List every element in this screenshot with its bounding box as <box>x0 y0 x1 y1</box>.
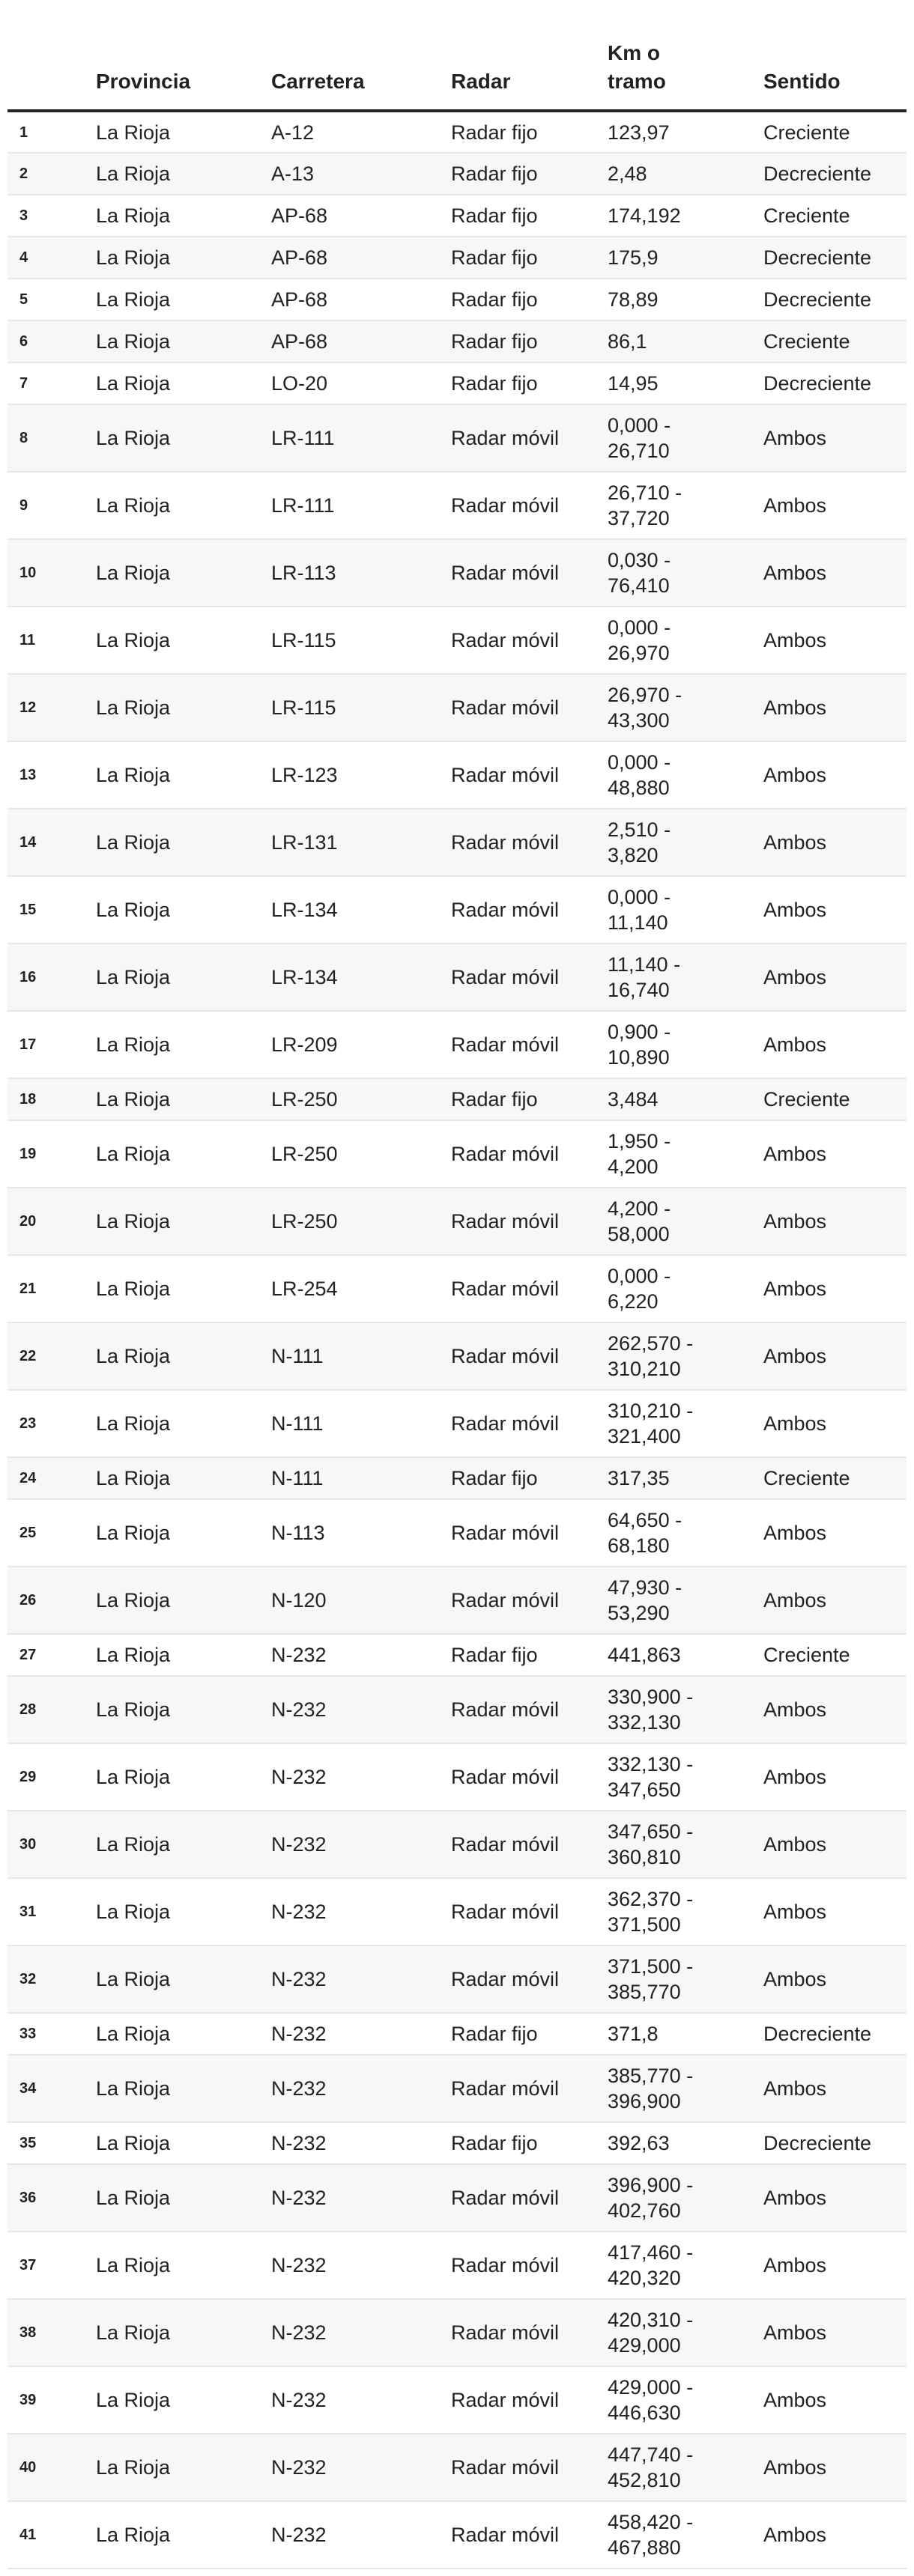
row-number: 10 <box>7 539 88 607</box>
cell-carretera: N-232 <box>264 2122 444 2164</box>
cell-radar: Radar fijo <box>444 111 600 153</box>
cell-provincia: La Rioja <box>88 2366 264 2434</box>
cell-carretera: AP-68 <box>264 195 444 237</box>
cell-provincia: La Rioja <box>88 1945 264 2013</box>
table-row <box>7 2013 907 2055</box>
cell-sentido: Ambos <box>756 809 907 876</box>
cell-carretera: N-120 <box>264 1567 444 1634</box>
cell-provincia: La Rioja <box>88 741 264 809</box>
cell-carretera: N-232 <box>264 1945 444 2013</box>
row-number: 26 <box>7 1567 88 1634</box>
cell-sentido: Ambos <box>756 1743 907 1811</box>
cell-radar: Radar fijo <box>444 237 600 279</box>
row-number: 24 <box>7 1457 88 1499</box>
cell-radar: Radar móvil <box>444 1322 600 1390</box>
row-number: 34 <box>7 2055 88 2122</box>
row-number: 2 <box>7 153 88 195</box>
cell-radar: Radar fijo <box>444 362 600 404</box>
cell-km: 2,510 - 3,820 <box>600 809 756 876</box>
cell-carretera: N-232 <box>264 2434 444 2501</box>
row-number: 21 <box>7 1255 88 1322</box>
cell-provincia: La Rioja <box>88 1567 264 1634</box>
cell-carretera: LR-254 <box>264 1255 444 1322</box>
cell-carretera: N-232 <box>264 1634 444 1676</box>
cell-carretera: N-232 <box>264 2055 444 2122</box>
cell-sentido: Ambos <box>756 1188 907 1255</box>
cell-sentido: Ambos <box>756 1255 907 1322</box>
cell-carretera: LR-131 <box>264 809 444 876</box>
cell-carretera: LR-113 <box>264 539 444 607</box>
cell-carretera: LR-134 <box>264 876 444 944</box>
cell-provincia: La Rioja <box>88 1011 264 1078</box>
table-row <box>7 279 907 321</box>
cell-sentido: Ambos <box>756 2501 907 2569</box>
table-row <box>7 2122 907 2164</box>
cell-carretera: AP-68 <box>264 279 444 321</box>
cell-km: 317,35 <box>600 1457 756 1499</box>
cell-radar: Radar móvil <box>444 741 600 809</box>
table-row <box>7 2501 907 2569</box>
cell-sentido: Creciente <box>756 1634 907 1676</box>
cell-carretera: LR-250 <box>264 1120 444 1188</box>
cell-carretera: AP-68 <box>264 237 444 279</box>
table-row <box>7 1322 907 1390</box>
cell-sentido: Ambos <box>756 539 907 607</box>
cell-sentido: Decreciente <box>756 2122 907 2164</box>
cell-radar: Radar móvil <box>444 809 600 876</box>
cell-carretera: N-232 <box>264 2232 444 2299</box>
cell-sentido: Ambos <box>756 1676 907 1743</box>
cell-radar: Radar móvil <box>444 404 600 472</box>
table-row <box>7 1945 907 2013</box>
cell-km: 0,000 - 11,140 <box>600 876 756 944</box>
table-row <box>7 404 907 472</box>
cell-sentido: Ambos <box>756 2299 907 2366</box>
cell-carretera: LR-250 <box>264 1078 444 1120</box>
cell-carretera: AP-68 <box>264 321 444 362</box>
cell-radar: Radar móvil <box>444 1567 600 1634</box>
cell-provincia: La Rioja <box>88 1743 264 1811</box>
cell-km: 0,000 - 26,710 <box>600 404 756 472</box>
radar-table-container <box>7 0 907 2569</box>
cell-sentido: Decreciente <box>756 279 907 321</box>
row-number: 39 <box>7 2366 88 2434</box>
cell-km: 396,900 - 402,760 <box>600 2164 756 2232</box>
row-number: 35 <box>7 2122 88 2164</box>
row-number: 1 <box>7 111 88 153</box>
cell-radar: Radar fijo <box>444 1078 600 1120</box>
cell-radar: Radar móvil <box>444 1676 600 1743</box>
row-number: 12 <box>7 674 88 741</box>
cell-km: 26,710 - 37,720 <box>600 472 756 539</box>
cell-km: 347,650 - 360,810 <box>600 1811 756 1878</box>
table-row <box>7 1743 907 1811</box>
row-number: 16 <box>7 944 88 1011</box>
cell-provincia: La Rioja <box>88 1322 264 1390</box>
cell-radar: Radar móvil <box>444 2232 600 2299</box>
cell-radar: Radar móvil <box>444 1120 600 1188</box>
cell-km: 175,9 <box>600 237 756 279</box>
cell-sentido: Ambos <box>756 2232 907 2299</box>
cell-sentido: Ambos <box>756 1567 907 1634</box>
row-number: 19 <box>7 1120 88 1188</box>
table-row <box>7 2434 907 2501</box>
cell-sentido: Ambos <box>756 1390 907 1457</box>
cell-sentido: Creciente <box>756 195 907 237</box>
row-number: 8 <box>7 404 88 472</box>
table-row <box>7 1811 907 1878</box>
cell-provincia: La Rioja <box>88 2164 264 2232</box>
table-body <box>7 111 907 2569</box>
radar-table <box>7 0 907 2569</box>
cell-provincia: La Rioja <box>88 1634 264 1676</box>
cell-provincia: La Rioja <box>88 1499 264 1567</box>
table-row <box>7 1567 907 1634</box>
cell-provincia: La Rioja <box>88 1255 264 1322</box>
row-number: 15 <box>7 876 88 944</box>
cell-carretera: LO-20 <box>264 362 444 404</box>
cell-km: 429,000 - 446,630 <box>600 2366 756 2434</box>
cell-sentido: Ambos <box>756 674 907 741</box>
cell-carretera: A-13 <box>264 153 444 195</box>
cell-provincia: La Rioja <box>88 362 264 404</box>
cell-radar: Radar móvil <box>444 944 600 1011</box>
cell-radar: Radar fijo <box>444 195 600 237</box>
row-number: 41 <box>7 2501 88 2569</box>
row-number: 18 <box>7 1078 88 1120</box>
cell-km: 86,1 <box>600 321 756 362</box>
cell-provincia: La Rioja <box>88 809 264 876</box>
row-number: 27 <box>7 1634 88 1676</box>
cell-km: 0,030 - 76,410 <box>600 539 756 607</box>
cell-radar: Radar fijo <box>444 1457 600 1499</box>
cell-radar: Radar fijo <box>444 321 600 362</box>
cell-provincia: La Rioja <box>88 1078 264 1120</box>
cell-km: 310,210 - 321,400 <box>600 1390 756 1457</box>
cell-km: 47,930 - 53,290 <box>600 1567 756 1634</box>
table-row <box>7 1255 907 1322</box>
cell-carretera: LR-209 <box>264 1011 444 1078</box>
row-number: 17 <box>7 1011 88 1078</box>
table-row <box>7 1011 907 1078</box>
cell-sentido: Creciente <box>756 1078 907 1120</box>
cell-km: 417,460 - 420,320 <box>600 2232 756 2299</box>
row-number: 30 <box>7 1811 88 1878</box>
cell-sentido: Ambos <box>756 472 907 539</box>
cell-provincia: La Rioja <box>88 539 264 607</box>
cell-provincia: La Rioja <box>88 2122 264 2164</box>
cell-km: 371,500 - 385,770 <box>600 1945 756 2013</box>
cell-sentido: Ambos <box>756 1011 907 1078</box>
cell-radar: Radar móvil <box>444 1811 600 1878</box>
table-row <box>7 1078 907 1120</box>
cell-provincia: La Rioja <box>88 195 264 237</box>
cell-radar: Radar móvil <box>444 1390 600 1457</box>
row-number: 40 <box>7 2434 88 2501</box>
table-row <box>7 321 907 362</box>
cell-km: 64,650 - 68,180 <box>600 1499 756 1567</box>
cell-sentido: Ambos <box>756 1811 907 1878</box>
cell-km: 420,310 - 429,000 <box>600 2299 756 2366</box>
cell-carretera: N-232 <box>264 1743 444 1811</box>
cell-km: 441,863 <box>600 1634 756 1676</box>
cell-sentido: Decreciente <box>756 153 907 195</box>
cell-radar: Radar móvil <box>444 1743 600 1811</box>
table-row <box>7 1499 907 1567</box>
table-row <box>7 1634 907 1676</box>
cell-carretera: N-111 <box>264 1322 444 1390</box>
table-row <box>7 876 907 944</box>
cell-radar: Radar móvil <box>444 607 600 674</box>
cell-radar: Radar fijo <box>444 2013 600 2055</box>
cell-radar: Radar móvil <box>444 674 600 741</box>
cell-sentido: Ambos <box>756 1322 907 1390</box>
cell-carretera: LR-115 <box>264 674 444 741</box>
row-number: 31 <box>7 1878 88 1945</box>
cell-sentido: Ambos <box>756 741 907 809</box>
cell-provincia: La Rioja <box>88 472 264 539</box>
cell-provincia: La Rioja <box>88 321 264 362</box>
cell-provincia: La Rioja <box>88 2434 264 2501</box>
cell-radar: Radar móvil <box>444 472 600 539</box>
row-number: 25 <box>7 1499 88 1567</box>
cell-km: 2,48 <box>600 153 756 195</box>
table-row <box>7 195 907 237</box>
cell-km: 174,192 <box>600 195 756 237</box>
cell-provincia: La Rioja <box>88 1188 264 1255</box>
cell-carretera: LR-250 <box>264 1188 444 1255</box>
cell-radar: Radar móvil <box>444 1945 600 2013</box>
cell-carretera: N-111 <box>264 1457 444 1499</box>
cell-sentido: Ambos <box>756 1945 907 2013</box>
table-row <box>7 944 907 1011</box>
row-number: 14 <box>7 809 88 876</box>
cell-radar: Radar móvil <box>444 2299 600 2366</box>
cell-provincia: La Rioja <box>88 2232 264 2299</box>
table-row <box>7 674 907 741</box>
row-number: 37 <box>7 2232 88 2299</box>
header-row <box>7 0 907 111</box>
row-number: 11 <box>7 607 88 674</box>
cell-carretera: LR-123 <box>264 741 444 809</box>
cell-radar: Radar móvil <box>444 1188 600 1255</box>
cell-radar: Radar móvil <box>444 539 600 607</box>
cell-radar: Radar móvil <box>444 1011 600 1078</box>
cell-km: 458,420 - 467,880 <box>600 2501 756 2569</box>
cell-carretera: N-232 <box>264 2366 444 2434</box>
cell-radar: Radar móvil <box>444 1499 600 1567</box>
cell-carretera: N-111 <box>264 1390 444 1457</box>
row-number: 23 <box>7 1390 88 1457</box>
row-number: 13 <box>7 741 88 809</box>
header-carretera[interactable]: Carretera <box>264 0 444 111</box>
cell-km: 0,000 - 48,880 <box>600 741 756 809</box>
cell-km: 11,140 - 16,740 <box>600 944 756 1011</box>
cell-carretera: LR-111 <box>264 472 444 539</box>
table-row <box>7 1188 907 1255</box>
table-row <box>7 1457 907 1499</box>
cell-sentido: Creciente <box>756 1457 907 1499</box>
row-number: 5 <box>7 279 88 321</box>
cell-km: 332,130 - 347,650 <box>600 1743 756 1811</box>
cell-carretera: N-113 <box>264 1499 444 1567</box>
table-row <box>7 2299 907 2366</box>
cell-radar: Radar fijo <box>444 153 600 195</box>
table-header <box>7 0 907 111</box>
cell-provincia: La Rioja <box>88 1676 264 1743</box>
table-row <box>7 1676 907 1743</box>
table-row <box>7 362 907 404</box>
row-number: 33 <box>7 2013 88 2055</box>
cell-carretera: LR-111 <box>264 404 444 472</box>
cell-km: 447,740 - 452,810 <box>600 2434 756 2501</box>
cell-sentido: Ambos <box>756 607 907 674</box>
table-row <box>7 1878 907 1945</box>
cell-km: 392,63 <box>600 2122 756 2164</box>
cell-sentido: Ambos <box>756 2366 907 2434</box>
header-radar[interactable]: Radar <box>444 0 600 111</box>
row-number: 6 <box>7 321 88 362</box>
row-number: 7 <box>7 362 88 404</box>
cell-radar: Radar móvil <box>444 2164 600 2232</box>
cell-provincia: La Rioja <box>88 404 264 472</box>
cell-provincia: La Rioja <box>88 1390 264 1457</box>
cell-provincia: La Rioja <box>88 2055 264 2122</box>
row-number: 38 <box>7 2299 88 2366</box>
cell-km: 26,970 - 43,300 <box>600 674 756 741</box>
cell-radar: Radar móvil <box>444 2501 600 2569</box>
cell-km: 1,950 - 4,200 <box>600 1120 756 1188</box>
row-number: 4 <box>7 237 88 279</box>
row-number: 20 <box>7 1188 88 1255</box>
table-row <box>7 809 907 876</box>
cell-carretera: N-232 <box>264 2013 444 2055</box>
cell-km: 4,200 - 58,000 <box>600 1188 756 1255</box>
table-row <box>7 2055 907 2122</box>
cell-sentido: Ambos <box>756 1499 907 1567</box>
cell-provincia: La Rioja <box>88 1457 264 1499</box>
table-row <box>7 1390 907 1457</box>
cell-sentido: Ambos <box>756 2055 907 2122</box>
cell-km: 78,89 <box>600 279 756 321</box>
cell-km: 371,8 <box>600 2013 756 2055</box>
cell-provincia: La Rioja <box>88 944 264 1011</box>
cell-provincia: La Rioja <box>88 2299 264 2366</box>
cell-provincia: La Rioja <box>88 2501 264 2569</box>
cell-carretera: N-232 <box>264 2164 444 2232</box>
cell-sentido: Ambos <box>756 944 907 1011</box>
cell-km: 262,570 - 310,210 <box>600 1322 756 1390</box>
cell-sentido: Ambos <box>756 1878 907 1945</box>
cell-sentido: Ambos <box>756 2434 907 2501</box>
row-number: 9 <box>7 472 88 539</box>
table-row <box>7 472 907 539</box>
cell-sentido: Decreciente <box>756 237 907 279</box>
table-row <box>7 607 907 674</box>
cell-provincia: La Rioja <box>88 876 264 944</box>
row-number: 32 <box>7 1945 88 2013</box>
table-row <box>7 1120 907 1188</box>
cell-sentido: Creciente <box>756 321 907 362</box>
cell-km: 14,95 <box>600 362 756 404</box>
cell-sentido: Ambos <box>756 2164 907 2232</box>
cell-radar: Radar fijo <box>444 1634 600 1676</box>
header-sentido[interactable]: Sentido <box>756 0 907 111</box>
table-row <box>7 153 907 195</box>
row-number: 3 <box>7 195 88 237</box>
table-row <box>7 741 907 809</box>
cell-radar: Radar móvil <box>444 1255 600 1322</box>
cell-km: 123,97 <box>600 111 756 153</box>
table-row <box>7 111 907 153</box>
cell-radar: Radar móvil <box>444 1878 600 1945</box>
row-number: 29 <box>7 1743 88 1811</box>
cell-provincia: La Rioja <box>88 1120 264 1188</box>
cell-carretera: N-232 <box>264 1811 444 1878</box>
cell-provincia: La Rioja <box>88 111 264 153</box>
cell-provincia: La Rioja <box>88 237 264 279</box>
table-row <box>7 2164 907 2232</box>
cell-km: 330,900 - 332,130 <box>600 1676 756 1743</box>
cell-radar: Radar móvil <box>444 2434 600 2501</box>
cell-provincia: La Rioja <box>88 279 264 321</box>
cell-provincia: La Rioja <box>88 674 264 741</box>
table-row <box>7 2232 907 2299</box>
cell-radar: Radar móvil <box>444 2366 600 2434</box>
row-number: 22 <box>7 1322 88 1390</box>
cell-sentido: Decreciente <box>756 362 907 404</box>
cell-km: 0,900 - 10,890 <box>600 1011 756 1078</box>
row-number: 36 <box>7 2164 88 2232</box>
cell-sentido: Creciente <box>756 111 907 153</box>
cell-sentido: Ambos <box>756 1120 907 1188</box>
cell-carretera: N-232 <box>264 1878 444 1945</box>
cell-sentido: Decreciente <box>756 2013 907 2055</box>
cell-radar: Radar fijo <box>444 279 600 321</box>
cell-carretera: N-232 <box>264 2501 444 2569</box>
cell-carretera: LR-115 <box>264 607 444 674</box>
cell-km: 362,370 - 371,500 <box>600 1878 756 1945</box>
cell-provincia: La Rioja <box>88 2013 264 2055</box>
cell-carretera: N-232 <box>264 2299 444 2366</box>
table-row <box>7 2366 907 2434</box>
cell-provincia: La Rioja <box>88 1811 264 1878</box>
cell-sentido: Ambos <box>756 404 907 472</box>
cell-carretera: N-232 <box>264 1676 444 1743</box>
cell-km: 0,000 - 6,220 <box>600 1255 756 1322</box>
cell-km: 385,770 - 396,900 <box>600 2055 756 2122</box>
cell-km: 0,000 - 26,970 <box>600 607 756 674</box>
cell-provincia: La Rioja <box>88 153 264 195</box>
table-row <box>7 539 907 607</box>
table-row <box>7 237 907 279</box>
cell-carretera: A-12 <box>264 111 444 153</box>
header-provincia[interactable]: Provincia <box>88 0 264 111</box>
cell-radar: Radar fijo <box>444 2122 600 2164</box>
cell-provincia: La Rioja <box>88 1878 264 1945</box>
cell-carretera: LR-134 <box>264 944 444 1011</box>
cell-sentido: Ambos <box>756 876 907 944</box>
cell-radar: Radar móvil <box>444 876 600 944</box>
cell-km: 3,484 <box>600 1078 756 1120</box>
header-number[interactable] <box>7 0 88 111</box>
row-number: 28 <box>7 1676 88 1743</box>
cell-provincia: La Rioja <box>88 607 264 674</box>
header-km[interactable]: Km o tramo <box>600 0 756 111</box>
cell-radar: Radar móvil <box>444 2055 600 2122</box>
